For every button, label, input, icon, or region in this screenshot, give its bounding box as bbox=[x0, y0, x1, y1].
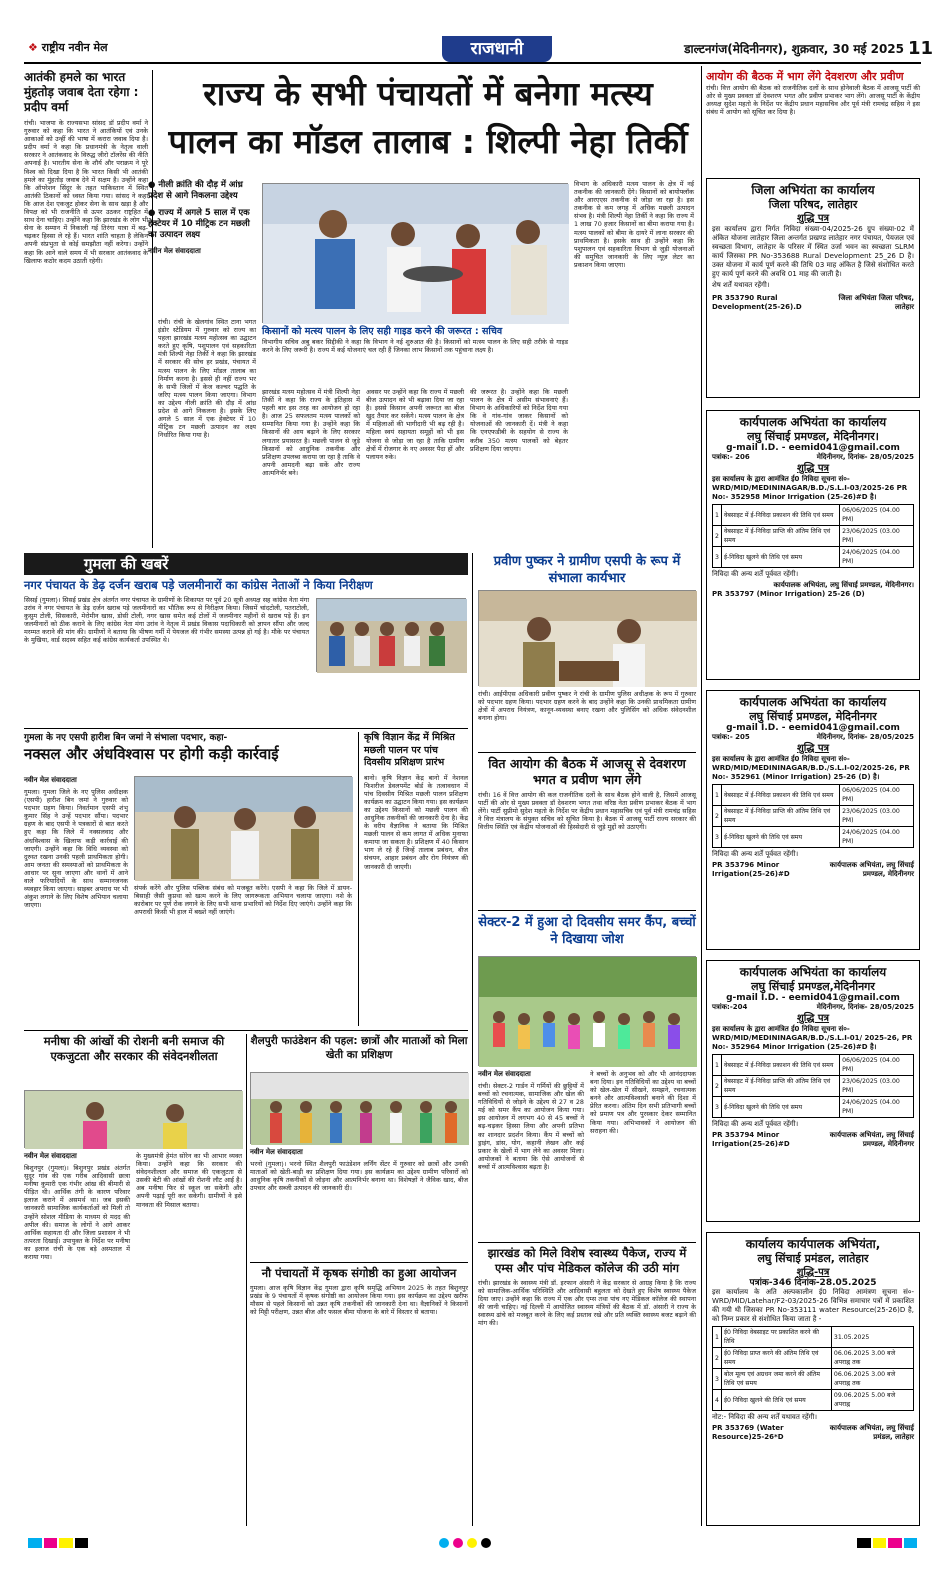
notice-rest: नोट:- निविदा की अन्य शर्तें यथावत रहेंगी। bbox=[712, 1413, 818, 1421]
story-manisha-eyes bbox=[24, 1034, 244, 1086]
notice-title: कार्यालय कार्यपालक अभियंता, bbox=[745, 1237, 881, 1251]
gumla-section-bar: गुमला की खबरें bbox=[24, 553, 468, 575]
table-row: 4 ई0 निविदा खुलने की तिथि एवं समय 09.06.2025 5.00 बजे अपराह्न bbox=[713, 1390, 914, 1411]
notice-minor-irrigation-206 bbox=[706, 410, 920, 680]
color-strip-right bbox=[857, 1538, 917, 1548]
story-body: बानो। कृषि विज्ञान केंद्र बानो में नेशनल फिशरीज डेवलपमेंट बोर्ड के तत्वावधान में पांच दिवसीय मिश्रित मछली पालन प्रशिक्षण कार्यक्रम का उद्घाटन किया गया। इस कार्यक्रम का उद्देश्य किसानों को मछली पालन की आधुनिक तकनीकों की जानकारी देना है। केंद्र के वरीय वैज्ञानिक ने बताया कि मिश्रित मछली पालन से कम लागत में अधिक मुनाफा कमाया जा सकता है। प्रशिक्षण में 40 किसान भाग ले रहे हैं जिन्हें तालाब प्रबंधन, बीज संचयन, आहार प्रबंधन और रोग नियंत्रण की जानकारी दी जाएगी। bbox=[364, 773, 468, 871]
praveen-photo-illustration bbox=[479, 591, 697, 687]
story-pradeep-verma bbox=[24, 70, 148, 550]
story-headline: झारखंड को मिले विशेष स्वास्थ्य पैकेज, राज्य में एम्स और पांच मेडिकल कॉलेज की उठी मांग bbox=[487, 1246, 687, 1275]
notice-pr: PR 353790 Rural Development(25-26).D bbox=[712, 294, 802, 311]
story-camp-body-col bbox=[478, 1070, 584, 1240]
lead-headline bbox=[158, 70, 698, 178]
notice-subtitle: लघु सिंचाई प्रमण्डल, मेदिनीनगर bbox=[749, 710, 877, 723]
table-row: 1 वेबसाइट में ई-निविदा प्रकाशन की तिथि एवं समय 06/06/2025 (04.00 PM) bbox=[713, 505, 914, 526]
divider bbox=[246, 1034, 247, 1526]
lead-headline-line1: राज्य के सभी पंचायतों में बनेगा मत्स्य bbox=[203, 74, 653, 113]
masthead bbox=[24, 36, 934, 64]
notice-rest: शेष शर्तें यथावत रहेंगी। bbox=[712, 281, 770, 289]
story-headline: आतंकी हमले का भारत मुंहतोड़ जवाब देता रहेगा : प्रदीप वर्मा bbox=[24, 70, 139, 114]
notice-minor-irrigation-204 bbox=[706, 960, 920, 1222]
notice-subtitle: लघु सिंचाई प्रमंडल, लातेहार bbox=[757, 1252, 869, 1265]
story-body: गुमला। आज कृषि विज्ञान केंद्र गुमला द्वारा कृषि समृद्धि अभियान 2025 के तहत बिशुनपुर प्रखंड के 9 पंचायतों में कृषक संगोष्ठी का आयोजन किया गया। इस कार्यक्रम का उद्देश्य खरीफ मौसम से पहले किसानों को उन्नत कृषि तकनीकों की जानकारी देना था। वैज्ञानिकों ने किसानों को मिट्टी परीक्षण, उन्नत बीज और फसल बीमा योजना के बारे में विस्तार से बताया। bbox=[250, 1284, 468, 1317]
story-headline: नक्सल और अंधविश्वास पर होगी कड़ी कार्रवाई bbox=[24, 745, 279, 763]
bullet-1: ● नीली क्रांति की दौड़ में आंध्र प्रदेश से आगे निकलना उद्देश्य bbox=[148, 180, 243, 201]
notice-rest: निविदा की अन्य शर्तें पूर्ववत रहेंगी। bbox=[712, 570, 799, 578]
notice-date: मेदिनीनगर, दिनांक- 28/05/2025 bbox=[816, 1003, 914, 1011]
notice-body: इस कार्यालय के द्वारा आमंत्रित ई0 निविदा सूचना सं०- WRD/MID/MEDININAGAR/B.D./S.L.I-02/2025-26, PR No:- 352961 (Minor Irrigation) 25-26 (D) है। bbox=[712, 755, 910, 781]
notice-shuddhi: शुद्धि-पत्र bbox=[796, 1267, 830, 1278]
notice-title: जिला अभियंता का कार्यालय bbox=[751, 183, 875, 197]
divider bbox=[478, 1242, 696, 1243]
shailpuri-photo-illustration bbox=[251, 1073, 469, 1145]
notice-sign: जिला अभियंता जिला परिषद, लातेहार bbox=[838, 294, 914, 311]
story-headline: शैलपुरी फाउंडेशन की पहल: छात्रों और माताओं को मिला खेती का प्रशिक्षण bbox=[250, 1035, 468, 1061]
lead-photo-illustration bbox=[263, 184, 569, 324]
table-row: 2 वेबसाइट में ई-निविदा प्राप्ति की अंतिम तिथि एवं समय 23/06/2025 (03.00 PM) bbox=[713, 806, 914, 827]
notice-minor-irrigation-205 bbox=[706, 690, 920, 950]
story-body: सिसई (गुमला)। सिसई प्रखंड क्षेत्र अंतर्गत नगर पंचायत के ग्रामीणों के शिकायत पर पूर्व 20 सूत्री अध्यक्ष सह कांग्रेस नेता मंगा उरांव ने नगर पंचायत के डेढ़ दर्जन खराब पड़े जलमीनारों का भौतिक रूप से निरीक्षण किया। जिसमें चांदटोली, पतराटोली, कुसुम टोली, सिसकारी, मेरोमीन खास, डोसी टोली, नगर खास समेत कई टोलों में जलमीनार महीनों से खराब पड़े हैं। इन जलमीनारों को ठीक कराने के लिए कांग्रेस नेता मंगा उरांव ने नेतृत्व में प्रखंड विकास पदाधिकारी को ज्ञापन सौंपा और जल्द मरम्मत कराने की मांग की। ग्रामीणों ने बताया कि भीषण गर्मी में पेयजल की गंभीर समस्या उत्पन्न हो गई है। मौके पर पंचायत के मुखिया, वार्ड सदस्य सहित कई कांग्रेस कार्यकर्ता उपस्थित थे। bbox=[24, 596, 309, 645]
section-label: राजधानी bbox=[442, 36, 552, 62]
story-sp-body-col2: संपर्क करेंगे और पुलिस पब्लिक संबंध को मजबूत करेंगे। एसपी ने कहा कि जिले में डायन-बिसाही जैसी कुप्रथा को खत्म करने के लिए जागरूकता अभियान चलाया जाएगा। नशे के कारोबार पर पूर्ण रोक लगाने के लिए सभी थाना प्रभारियों को निर्देश दिए जाएंगे। उन्होंने कहा कि अपराधी किसी भी हाल में बख्शे नहीं जाएंगे। bbox=[134, 884, 352, 917]
shailpuri-photo bbox=[250, 1072, 468, 1144]
byline: नवीन मेल संवाददाता bbox=[148, 247, 201, 255]
lead-body-col5: विभाग के अधिकारी मत्स्य पालन के क्षेत्र में नई तकनीक की जानकारी देंगे। किसानों को बायोफ्लॉक और आरएएस तकनीक से जोड़ा जा रहा है। इस तकनीक से कम जगह में अधिक मछली उत्पादन संभव है। मंत्री शिल्पी नेहा तिर्की ने कहा कि राज्य में 1 लाख 70 हजार किसानों का बीमा कराया गया है। मत्स्य पालकों को बीमा के दायरे में लाना सरकार की प्राथमिकता है। इसके साथ ही उन्होंने कहा कि पशुपालन एवं सहकारिता विभाग से जुड़ी योजनाओं की समुचित जानकारी के लिए न्यूज़ लेटर का प्रकाशन किया जाएगा। bbox=[574, 180, 694, 269]
story-headline: प्रवीण पुष्कर ने ग्रामीण एसपी के रूप में संभाला कार्यभार bbox=[493, 554, 681, 586]
story-manisha-body-col2: के मुख्यमंत्री हेमंत सोरेन का भी आभार व्यक्त किया। उन्होंने कहा कि सरकार की संवेदनशीलता और समाज की एकजुटता से उसकी बेटी की आंखों की रोशनी लौट आई है। अब मनीषा फिर से स्कूल जा सकेगी और अपनी पढ़ाई पूरी कर सकेगी। ग्रामीणों ने इसे मानवता की मिसाल बताया। bbox=[136, 1152, 242, 1209]
story-aayog-right bbox=[706, 70, 920, 174]
story-kicker: गुमला के नए एसपी हारीश बिन जमां ने संभाला पदभार, कहा- bbox=[24, 733, 228, 743]
story-headline: कृषि विज्ञान केंद्र में मिश्रित मछली पालन पर पांच दिवसीय प्रशिक्षण प्रारंभ bbox=[364, 732, 455, 768]
divider bbox=[358, 732, 359, 1026]
color-strip-left bbox=[28, 1538, 88, 1548]
byline: नवीन मेल संवाददाता bbox=[478, 1070, 531, 1078]
notice-latehar bbox=[706, 1232, 920, 1526]
notice-subtitle: जिला परिषद, लातेहार bbox=[768, 198, 858, 211]
notice-pr: PR 353796 Minor Irrigation(25-26)#D bbox=[712, 861, 790, 878]
story-ajsu-aayog bbox=[478, 756, 696, 908]
color-dots-center bbox=[439, 1538, 499, 1548]
sp-photo-illustration bbox=[135, 777, 353, 881]
notice-table bbox=[712, 1326, 914, 1411]
notice-shuddhi: शुद्धि पत्र bbox=[796, 213, 830, 224]
table-row: 3 ई-निविदा खुलने की तिथि एवं समय 24/06/2025 (04.00 PM) bbox=[713, 547, 914, 568]
notice-title: कार्यपालक अभियंता का कार्यालय bbox=[739, 415, 887, 429]
lead-body-col3: अवसर पर उन्होंने कहा कि राज्य में मछली बीज उत्पादन को भी बढ़ावा दिया जा रहा है। इससे किसान अपनी जरूरत का बीज खुद तैयार कर सकेंगे। मत्स्य पालन के क्षेत्र में महिलाओं की भागीदारी भी बढ़ रही है। महिला स्वयं सहायता समूहों को भी इस योजना से जोड़ा जा रहा है ताकि ग्रामीण क्षेत्रों में रोजगार के नए अवसर पैदा हों और पलायन रुके। bbox=[366, 388, 464, 461]
notice-patrank: पत्रांक:- 206 bbox=[712, 453, 750, 461]
manisha-photo-illustration bbox=[25, 1091, 243, 1149]
notice-sign: कार्यपालक अभियंता, लघु सिंचाई प्रमण्डल, मेदिनीनगर bbox=[829, 1131, 914, 1148]
notice-table bbox=[712, 504, 914, 568]
notice-pr: PR 353797 (Minor Irrigation) 25-26 (D) bbox=[712, 590, 865, 598]
table-row: 3 ई-निविदा खुलने की तिथि एवं समय 24/06/2025 (04.00 PM) bbox=[713, 827, 914, 848]
notice-rest: निविदा की अन्य शर्तें पूर्ववत रहेंगी। bbox=[712, 850, 799, 858]
byline: नवीन मेल संवाददाता bbox=[24, 1152, 77, 1160]
table-row: 1 वेबसाइट में ई-निविदा प्रकाशन की तिथि एवं समय 06/06/2025 (04.00 PM) bbox=[713, 785, 914, 806]
notice-patrank: पत्रांक:-204 bbox=[712, 1003, 748, 1011]
divider bbox=[478, 910, 696, 911]
story-summer-camp bbox=[478, 914, 696, 954]
table-row: 2 ई0 निविदा प्राप्त करने की अंतिम तिथि एवं समय 06.06.2025 3.00 बजे अपराह्न तक bbox=[713, 1348, 914, 1369]
story-camp-body-col2: ने बच्चों के अनुभव को और भी आनंददायक बना दिया। इन गतिविधियों का उद्देश्य था बच्चों को खेल-खेल में सीखने, समझने, रचनात्मक बनने और आत्मविश्वासी बनाने की दिशा में प्रेरित करना। अंतिम दिन सभी प्रतिभागी बच्चों को प्रमाण पत्र और पुरस्कार देकर सम्मानित किया गया। अभिभावकों ने आयोजन की सराहना की। bbox=[590, 1070, 696, 1135]
table-row: 1 वेबसाइट में ई-निविदा प्रकाशन की तिथि एवं समय 06/06/2025 (04.00 PM) bbox=[713, 1055, 914, 1076]
caption-headline: किसानों को मत्स्य पालन के लिए सही गाइड करने की जरूरत : सचिव bbox=[262, 326, 503, 337]
divider bbox=[472, 553, 473, 1526]
page-number: 11 bbox=[908, 38, 934, 59]
notice-body: इस कार्यालय के द्वारा आमंत्रित ई0 निविदा सूचना सं०- WRD/MID/MEDININAGAR/B.D./S.L.I-03/2025-26 PR No:- 352958 Minor Irrigation (25-26)#D है। bbox=[712, 475, 908, 501]
notice-email: g-mail I.D. - eemid041@gmail.com bbox=[726, 443, 900, 453]
notice-subtitle: लघु सिंचाई प्रमण्डल, मेदिनीनगर। bbox=[747, 430, 879, 443]
lead-body-col4: की जरूरत है। उन्होंने कहा कि मछली पालन के क्षेत्र में असीम संभावनाएं हैं। विभाग के अधिकारियों को निर्देश दिया गया कि वे गांव-गांव जाकर किसानों को योजनाओं की जानकारी दें। मंत्री ने कहा कि एनएफडीबी के सहयोग से राज्य के करीब 350 मत्स्य पालकों को बेहतर प्रशिक्षण दिया जाएगा। bbox=[470, 388, 568, 453]
notice-patrank: पत्रांक:- 205 bbox=[712, 733, 750, 741]
divider bbox=[250, 1262, 468, 1263]
story-manisha-body-col bbox=[24, 1152, 130, 1526]
kids-group-illustration bbox=[479, 957, 697, 1067]
story-shailpuri bbox=[250, 1034, 468, 1070]
lead-body-col2: झारखंड मत्स्य महोत्सव में मंत्री शिल्पी नेहा तिर्की ने कहा कि राज्य के इतिहास में पहली बार इस तरह का आयोजन हो रहा है। आज 25 सफलतम मत्स्य पालकों को सम्मानित किया गया है। उन्होंने कहा कि किसानों की आय बढ़ाने के लिए सरकार लगातार प्रयासरत है। मछली पालन से जुड़े किसानों को आधुनिक तकनीक और प्रशिक्षण उपलब्ध कराया जा रहा है ताकि वे अपनी आमदनी बढ़ा सकें और राज्य आत्मनिर्भर बने। bbox=[262, 388, 360, 477]
story-praveen-body: रांची। आईपीएस अधिकारी प्रवीण पुष्कर ने रांची के ग्रामीण पुलिस अधीक्षक के रूप में गुरुवार को पदभार ग्रहण किया। पदभार ग्रहण करने के बाद उन्होंने कहा कि उनकी प्राथमिकता ग्रामीण क्षेत्रों में अपराध नियंत्रण, कानून-व्यवस्था बनाए रखना और पुलिसिंग को अधिक संवेदनशील बनाना होगा। bbox=[478, 690, 696, 723]
story-body: रांची। सेक्टर-2 गार्डन में गर्मियों की छुट्टियों में बच्चों को रचनात्मक, सामाजिक और खेल की गतिविधियों से जोड़ने के उद्देश्य से 27 व 28 मई को समर कैंप का आयोजन किया गया। इस आयोजन में लगभग 40 से 45 बच्चों ने बढ़-चढ़कर हिस्सा लिया और अपनी प्रतिभा का शानदार प्रदर्शन किया। कैंप में बच्चों को ड्राइंग, डांस, योग, कहानी लेखन और कई प्रकार के खेलों में भाग लेने का अवसर मिला। आयोजकों ने बताया कि ऐसे आयोजनों से बच्चों में आत्मविश्वास बढ़ता है। bbox=[478, 1082, 584, 1171]
divider bbox=[24, 728, 468, 729]
table-row: 3 बोल मूल्य एवं अग्रधन जमा करने की अंतिम तिथि एवं समय 06.06.2025 3.00 बजे अपराह्न तक bbox=[713, 1369, 914, 1390]
manisha-photo bbox=[24, 1090, 242, 1148]
notice-sign: कार्यपालक अभियंता, लघु सिंचाई प्रमंडल, लातेहार bbox=[829, 1424, 914, 1441]
summer-camp-photo bbox=[478, 956, 696, 1066]
table-row: 1 ई0 निविदा वेबसाइट पर प्रकाशित करने की तिथि 31.05.2025 bbox=[713, 1327, 914, 1348]
divider bbox=[478, 752, 696, 753]
story-body: रांची। 16 वें वित्त आयोग की कल राजनीतिक दलों के साथ बैठक होने वाली है, जिसमें आजसू पार्टी की ओर से मुख्य प्रवक्ता डॉ देवशरण भगत तथा वरिष्ठ नेता प्रवीण प्रभाकर बैठक में भाग लेंगे। पार्टी सुप्रीमो सुदेश महतो के निर्देश पर केंद्रीय प्रधान महासचिव एवं पूर्व मंत्री रामचंद्र सहिस ने वित्त मंत्रालय के संयुक्त सचिव को सूचित किया है। बैठक में आजसू पार्टी राज्य सरकार की वित्तीय स्थिति एवं केंद्रीय योजनाओं की हिस्सेदारी से जुड़े मुद्दों को उठाएगी। bbox=[478, 791, 696, 832]
story-sp-body-col bbox=[24, 776, 128, 1026]
notice-email: g-mail I.D. - eemid041@gmail.com bbox=[726, 993, 900, 1003]
caption-text: विभागीय सचिव अबु बकर सिद्दीकी ने कहा कि विभाग ने नई शुरुआत की है। किसानों को मत्स्य पालन के लिए सही तरीके से गाइड करने के लिए जरूरी है। राज्य में कई योजनाएं चल रही हैं जिनका लाभ किसानों तक पहुंचाना लक्ष्य है। bbox=[262, 338, 568, 355]
notice-email: g-mail I.D. - eemid041@gmail.com bbox=[726, 723, 900, 733]
sp-photo bbox=[134, 776, 352, 880]
divider bbox=[24, 1030, 468, 1031]
notice-rest: निविदा की अन्य शर्तें पूर्ववत रहेंगी। bbox=[712, 1120, 799, 1128]
lead-photo bbox=[262, 183, 568, 323]
notice-body: इस कार्यालय के द्वारा आमंत्रित ई0 निविदा सूचना सं०- WRD/MID/MEDININAGAR/B.D./S.L.I-01/ 2025-26, PR No:- 352964 Minor Irrigation (25-26)#D है। bbox=[712, 1025, 913, 1051]
story-kvk-fish bbox=[364, 732, 468, 1026]
story-headline: आयोग की बैठक में भाग लेंगे देवशरण और प्रवीण bbox=[706, 70, 904, 83]
notice-patrank: पत्रांक-346 दिनांक-28.05.2025 bbox=[749, 1278, 877, 1288]
table-row: 2 वेबसाइट में ई-निविदा प्राप्ति की अंतिम तिथि एवं समय 23/06/2025 (03.00 PM) bbox=[713, 1076, 914, 1097]
divider bbox=[701, 66, 702, 1526]
group-photo-illustration bbox=[317, 599, 467, 673]
bullet-2: ● राज्य में अगले 5 साल में एक हेक्टेयर में 10 मीट्रिक टन मछली का उत्पादन लक्ष्य bbox=[148, 208, 250, 240]
notice-shuddhi: शुद्धि पत्र bbox=[796, 463, 830, 474]
paper-logo bbox=[28, 40, 138, 60]
lead-bullets bbox=[148, 180, 256, 320]
lead-body-col1: रांची। रांची के खेलगांव स्थित टाना भगत इंडोर स्टेडियम में गुरुवार को राज्य का पहला झारखंड मत्स्य महोत्सव का उद्घाटन करते हुए कृषि, पशुपालन एवं सहकारिता मंत्री शिल्पी नेहा तिर्की ने कहा कि झारखंड में सरकार की सोच हर प्रखंड, पंचायत में मत्स्य पालन के लिए मॉडल तालाब का निर्माण करना है। इससे ही नहीं राज्य भर के सभी जिलों में केज कल्चर पद्धति के जरिए मत्स्य पालन किया जाएगा। विभाग का उद्देश्य नीली क्रांति की दौड़ में आंध्र प्रदेश से आगे निकलना है। इसके लिए अगले 5 साल में एक हेक्टेयर में 10 मीट्रिक टन मछली उत्पादन का लक्ष्य निर्धारित किया गया है। bbox=[158, 318, 256, 440]
story-headline: नौ पंचायतों में कृषक संगोष्ठी का हुआ आयोजन bbox=[261, 1266, 457, 1280]
story-headline: नगर पंचायत के डेढ़ दर्जन खराब पड़े जलमीनारों का कांग्रेस नेताओं ने किया निरीक्षण bbox=[24, 578, 373, 592]
story-shailpuri-body-col bbox=[250, 1148, 468, 1258]
story-body: रांची। भाजपा के राज्यसभा सांसद डॉ प्रदीप वर्मा ने गुरुवार को कहा कि भारत ने आतंकियों एवं उनके आकाओं को उन्हीं की भाषा में करारा जवाब दिया है। प्रदीप वर्मा ने कहा कि प्रधानमंत्री के नेतृत्व वाली सरकार ने आतंकवाद के विरुद्ध जीरो टॉलरेंस की नीति अपनाई है। भारतीय सेना के शौर्य और पराक्रम ने पूरे विश्व को दिखा दिया है कि भारत किसी भी आतंकी हमले का मुंहतोड़ जवाब देने में सक्षम है। उन्होंने कहा कि ऑपरेशन सिंदूर के तहत पाकिस्तान में स्थित आतंकी ठिकानों को ध्वस्त किया गया। सांसद ने कहा कि आज देश एकजुट होकर सेना के साथ खड़ा है और विपक्ष को भी राजनीति से ऊपर उठकर राष्ट्रहित में साथ देना चाहिए। उन्होंने कहा कि झारखंड के लोग भी सेना के सम्मान में निकाली गई तिरंगा यात्रा में बढ़-चढ़कर हिस्सा ले रहे हैं। भारत शांति चाहता है लेकिन अपनी संप्रभुता से कोई समझौता नहीं करेगा। उन्होंने कहा कि आने वाले समय में भी सरकार आतंकवाद के खिलाफ कठोर कदम उठाती रहेगी। bbox=[24, 119, 148, 265]
lead-photo-caption bbox=[262, 326, 568, 384]
story-krishak-goshthi bbox=[250, 1266, 468, 1526]
notice-shuddhi: शुद्धि पत्र bbox=[796, 1013, 830, 1024]
notice-pr: PR 353794 Minor Irrigation(25-26)#D bbox=[712, 1131, 790, 1148]
table-row: 3 ई-निविदा खुलने की तिथि एवं समय 24/06/2025 (04.00 PM) bbox=[713, 1097, 914, 1118]
newspaper-icon: ❖ bbox=[28, 41, 38, 54]
notice-pr: PR 353769 (Water Resource)25-26*D bbox=[712, 1424, 784, 1441]
table-row: 2 वेबसाइट में ई-निविदा प्राप्ति की अंतिम तिथि एवं समय 23/06/2025 (03.00 PM) bbox=[713, 526, 914, 547]
bullet-icon: ● bbox=[148, 208, 156, 218]
notice-shuddhi: शुद्धि पत्र bbox=[796, 743, 830, 754]
notice-sign: कार्यपालक अभियंता, लघु सिंचाई प्रमण्डल, मेदिनीनगर। bbox=[773, 581, 914, 589]
story-headline: सेक्टर-2 में हुआ दो दिवसीय समर कैंप, बच्चों ने दिखाया जोश bbox=[478, 915, 696, 947]
notice-date: मेदिनीनगर, दिनांक- 28/05/2025 bbox=[816, 733, 914, 741]
notice-zila-parishad bbox=[706, 178, 920, 398]
bullet-icon: ● bbox=[148, 180, 156, 190]
paper-name: राष्ट्रीय नवीन मेल bbox=[41, 41, 108, 54]
byline: नवीन मेल संवाददाता bbox=[250, 1148, 303, 1156]
story-headline: मनीषा की आंखों की रोशनी बनी समाज की एकजुटता और सरकार की संवेदनशीलता bbox=[43, 1034, 225, 1063]
story-health-package bbox=[478, 1246, 696, 1526]
story-sp-harish bbox=[24, 732, 354, 772]
byline: नवीन मेल संवाददाता bbox=[24, 776, 77, 784]
story-body: बिशुनपुर (गुमला)। बिशुनपुर प्रखंड अंतर्गत सुदूर गांव की एक गरीब आदिवासी छात्रा मनीषा कुमारी एक गंभीर आंख की बीमारी से पीड़ित थी। आर्थिक तंगी के कारण परिवार इलाज कराने में असमर्थ था। जब इसकी जानकारी सामाजिक कार्यकर्ताओं को मिली तो उन्होंने सोशल मीडिया के माध्यम से मदद की अपील की। समाज के लोगों ने आगे आकर आर्थिक सहायता दी और जिला प्रशासन ने भी तत्परता दिखाई। उपायुक्त के निर्देश पर मनीषा का इलाज रांची के एक बड़े अस्पताल में कराया गया। bbox=[24, 1164, 130, 1262]
praveen-photo bbox=[478, 590, 696, 686]
notice-subtitle: लघु सिंचाई प्रमण्डल,मेदिनीनगर bbox=[751, 980, 875, 993]
story-body: गुमला। गुमला जिले के नए पुलिस अधीक्षक (एसपी) हारीश बिन जमां ने गुरुवार को पदभार ग्रहण किया। निवर्तमान एसपी शंभु कुमार सिंह ने उन्हें पदभार सौंपा। पदभार ग्रहण के बाद एसपी ने पत्रकारों से बात करते हुए कहा कि जिले में नक्सलवाद और अंधविश्वास के खिलाफ कड़ी कार्रवाई की जाएगी। उन्होंने कहा कि विधि व्यवस्था को दुरुस्त रखना उनकी पहली प्राथमिकता होगी। आम जनता की समस्याओं को प्राथमिकता के आधार पर सुना जाएगा और थानों में आने वाले फरियादियों के साथ सम्मानजनक व्यवहार किया जाएगा। साइबर अपराध पर भी अंकुश लगाने के लिए विशेष अभियान चलाया जाएगा। bbox=[24, 788, 128, 910]
notice-table bbox=[712, 784, 914, 848]
story-body: भरनो (गुमला)। भरनो स्थित शैलपुरी फाउंडेशन लर्निंग सेंटर में गुरुवार को छात्रों और उनकी माताओं को खेती-बाड़ी का प्रशिक्षण दिया गया। इस कार्यक्रम का उद्देश्य ग्रामीण परिवारों को आधुनिक कृषि तकनीकों से जोड़ना और आत्मनिर्भर बनाना था। विशेषज्ञों ने जैविक खाद, बीज उपचार और सब्जी उत्पादन की जानकारी दी। bbox=[250, 1160, 468, 1193]
notice-body: इस कार्यालय के अति अल्पकालीन ई0 निविदा आमंत्रण सूचना सं०- WRD/MID/Latehar/F2-03/2025-26 विभिन्न समाचार पत्रों में प्रकाशित की गयी थी जिसका PR No-353111 water Resource(25-26)D है, को निम्न प्रकार से संशोधित किया जाता है - bbox=[712, 1288, 914, 1323]
story-headline: वित आयोग की बैठक में आजसू से देवशरण भगत व प्रवीण भाग लेंगे bbox=[488, 756, 686, 787]
notice-body: इस कार्यालय द्वारा निर्गत निविदा संख्या-04/2025-26 ग्रुप संख्या-02 में अंकित योजना लातेहार जिला अन्तर्गत प्रखण्ड लातेहार नगर पंचायत, पेयजल एवं स्वच्छता विभाग, लातेहार के परिसर में स्थित उर्जा भवन का स्वच्छता SLRM कार्य जिसका PR No-353688 Rural Development 25_26 D है। उक्त योजना में कार्य पूर्ण करने की तिथि 03 माह अंकित है जिसे संशोधित करते हुए कार्य पूर्ण करने की अवधि 01 माह की जाती है। bbox=[712, 225, 914, 278]
story-body: रांची। झारखंड के स्वास्थ्य मंत्री डॉ. इरफान अंसारी ने केंद्र सरकार से आग्रह किया है कि राज्य को सामाजिक-आर्थिक परिस्थिति और आदिवासी बहुलता को देखते हुए विशेष स्वास्थ्य पैकेज दिया जाए। उन्होंने कहा कि राज्य में एक और एम्स तथा पांच नए मेडिकल कॉलेज की स्थापना की जानी चाहिए। नई दिल्ली में आयोजित स्वास्थ्य मंत्रियों की बैठक में डॉ. अंसारी ने राज्य के स्वास्थ्य ढांचे को मजबूत करने के लिए कई प्रस्ताव रखे और प्रति व्यक्ति स्वास्थ्य बजट बढ़ाने की मांग की। bbox=[478, 1279, 696, 1328]
lead-headline-line2: पालन का मॉडल तालाब : शिल्पी नेहा तिर्की bbox=[168, 122, 688, 161]
notice-sign: कार्यपालक अभियंता, लघु सिंचाई प्रमण्डल, मेदिनीनगर bbox=[829, 861, 914, 878]
place-date: डाल्टनगंज(मेदिनीनगर), शुक्रवार, 30 मई 2025 bbox=[684, 42, 904, 56]
notice-title: कार्यपालक अभियंता का कार्यालय bbox=[739, 965, 887, 979]
congress-photo bbox=[316, 598, 466, 672]
notice-date: मेदिनीनगर, दिनांक- 28/05/2025 bbox=[816, 453, 914, 461]
story-body: रांची। वित्त आयोग की बैठक को राजनीतिक दलों के साथ होनेवाली बैठक में आजसू पार्टी की ओर से मुख्य प्रवक्ता डॉ देवशरण भगत और प्रवीण प्रभाकर भाग लेंगे। आजसू पार्टी के केंद्रीय अध्यक्ष सुदेश महतो के निर्देश पर केंद्रीय प्रधान महासचिव और पूर्व मंत्री रामचंद्र सहिस ने इस संबंध में आयोग को सूचित कर दिया है। bbox=[706, 84, 920, 117]
notice-title: कार्यपालक अभियंता का कार्यालय bbox=[739, 695, 887, 709]
footer-color-marks bbox=[24, 1536, 921, 1550]
notice-table bbox=[712, 1054, 914, 1118]
